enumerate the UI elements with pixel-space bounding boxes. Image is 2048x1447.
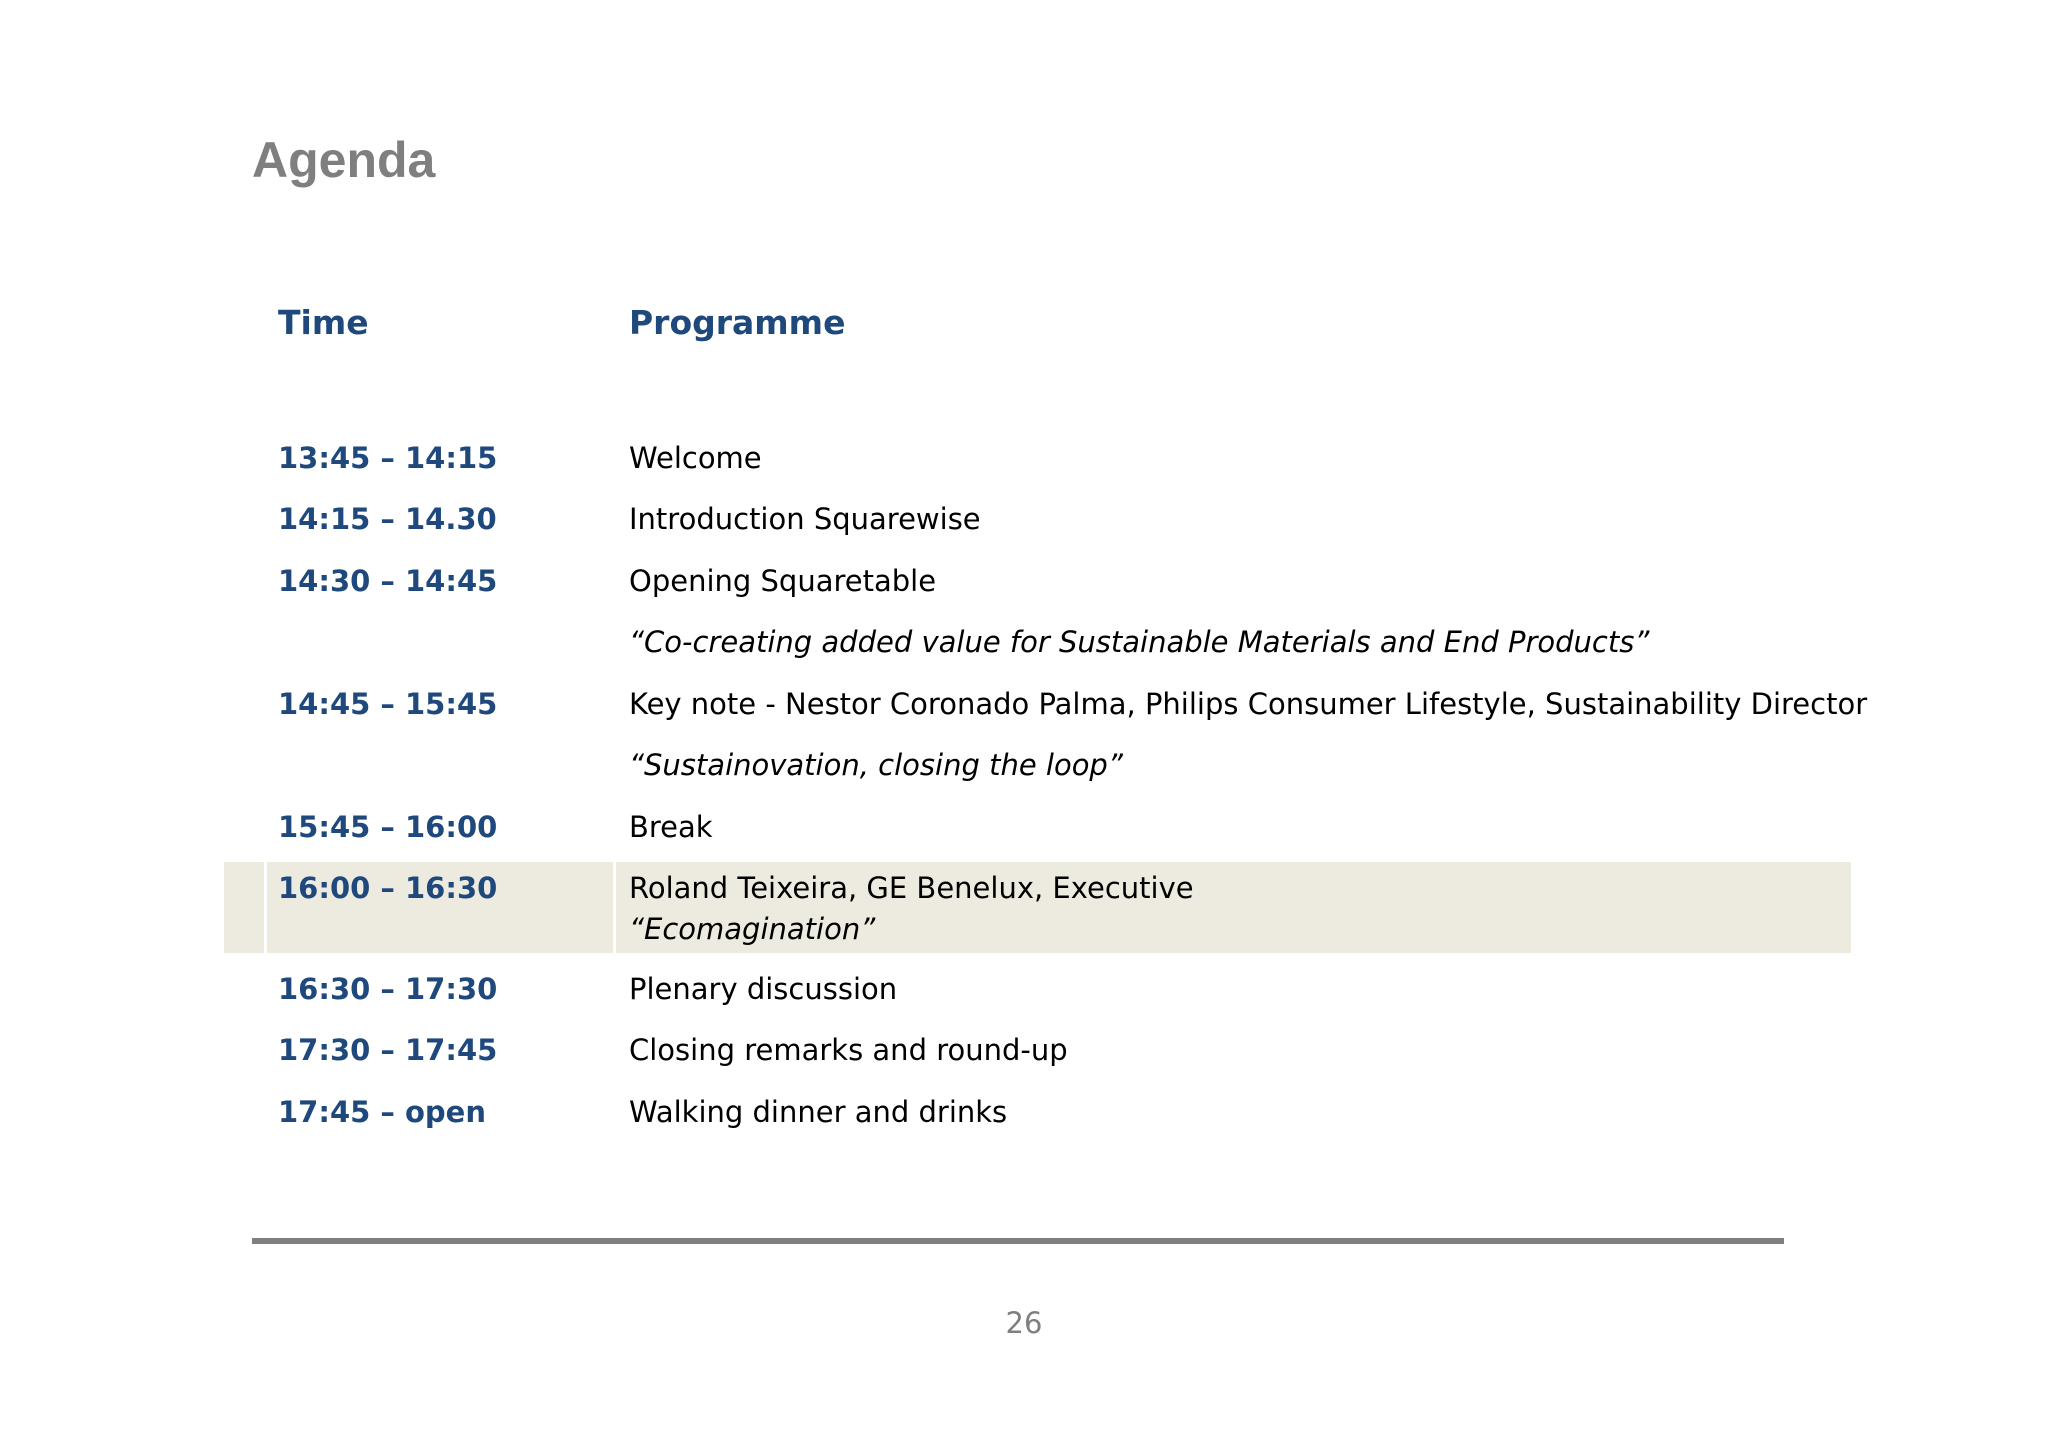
row-programme: Welcome [629, 441, 762, 475]
agenda-table [224, 0, 1868, 1447]
row-programme-quote: “Ecomagination” [629, 912, 876, 946]
row-programme: Plenary discussion [629, 972, 898, 1006]
footer-divider [252, 1238, 1784, 1244]
row-programme-quote: “Sustainovation, closing the loop” [629, 748, 1123, 782]
row-programme: Closing remarks and round-up [629, 1033, 1068, 1067]
row-programme: Introduction Squarewise [629, 502, 981, 536]
row-programme: Break [629, 810, 713, 844]
row-time: 13:45 – 14:15 [278, 441, 498, 475]
column-header-time: Time [278, 303, 369, 342]
row-time: 16:30 – 17:30 [278, 972, 498, 1006]
row-programme: Walking dinner and drinks [629, 1095, 1008, 1129]
row-time: 17:30 – 17:45 [278, 1033, 498, 1067]
column-divider [264, 862, 267, 953]
row-time: 14:15 – 14.30 [278, 502, 497, 536]
row-programme: Roland Teixeira, GE Benelux, Executive [629, 871, 1194, 905]
row-programme-quote: “Co-creating added value for Sustainable Materials and End Products” [629, 625, 1650, 659]
row-time: 17:45 – open [278, 1095, 486, 1129]
column-header-programme: Programme [629, 303, 846, 342]
row-programme: Opening Squaretable [629, 564, 937, 598]
row-programme: Key note - Nestor Coronado Palma, Philips Consumer Lifestyle, Sustainability Director [629, 687, 1868, 721]
agenda-row-highlighted [224, 862, 1851, 953]
page-number: 26 [1005, 1306, 1043, 1340]
column-divider [613, 862, 616, 953]
row-time: 14:30 – 14:45 [278, 564, 498, 598]
slide-title: Agenda [252, 132, 436, 188]
row-time: 15:45 – 16:00 [278, 810, 498, 844]
row-time: 14:45 – 15:45 [278, 687, 498, 721]
row-time: 16:00 – 16:30 [278, 871, 498, 905]
